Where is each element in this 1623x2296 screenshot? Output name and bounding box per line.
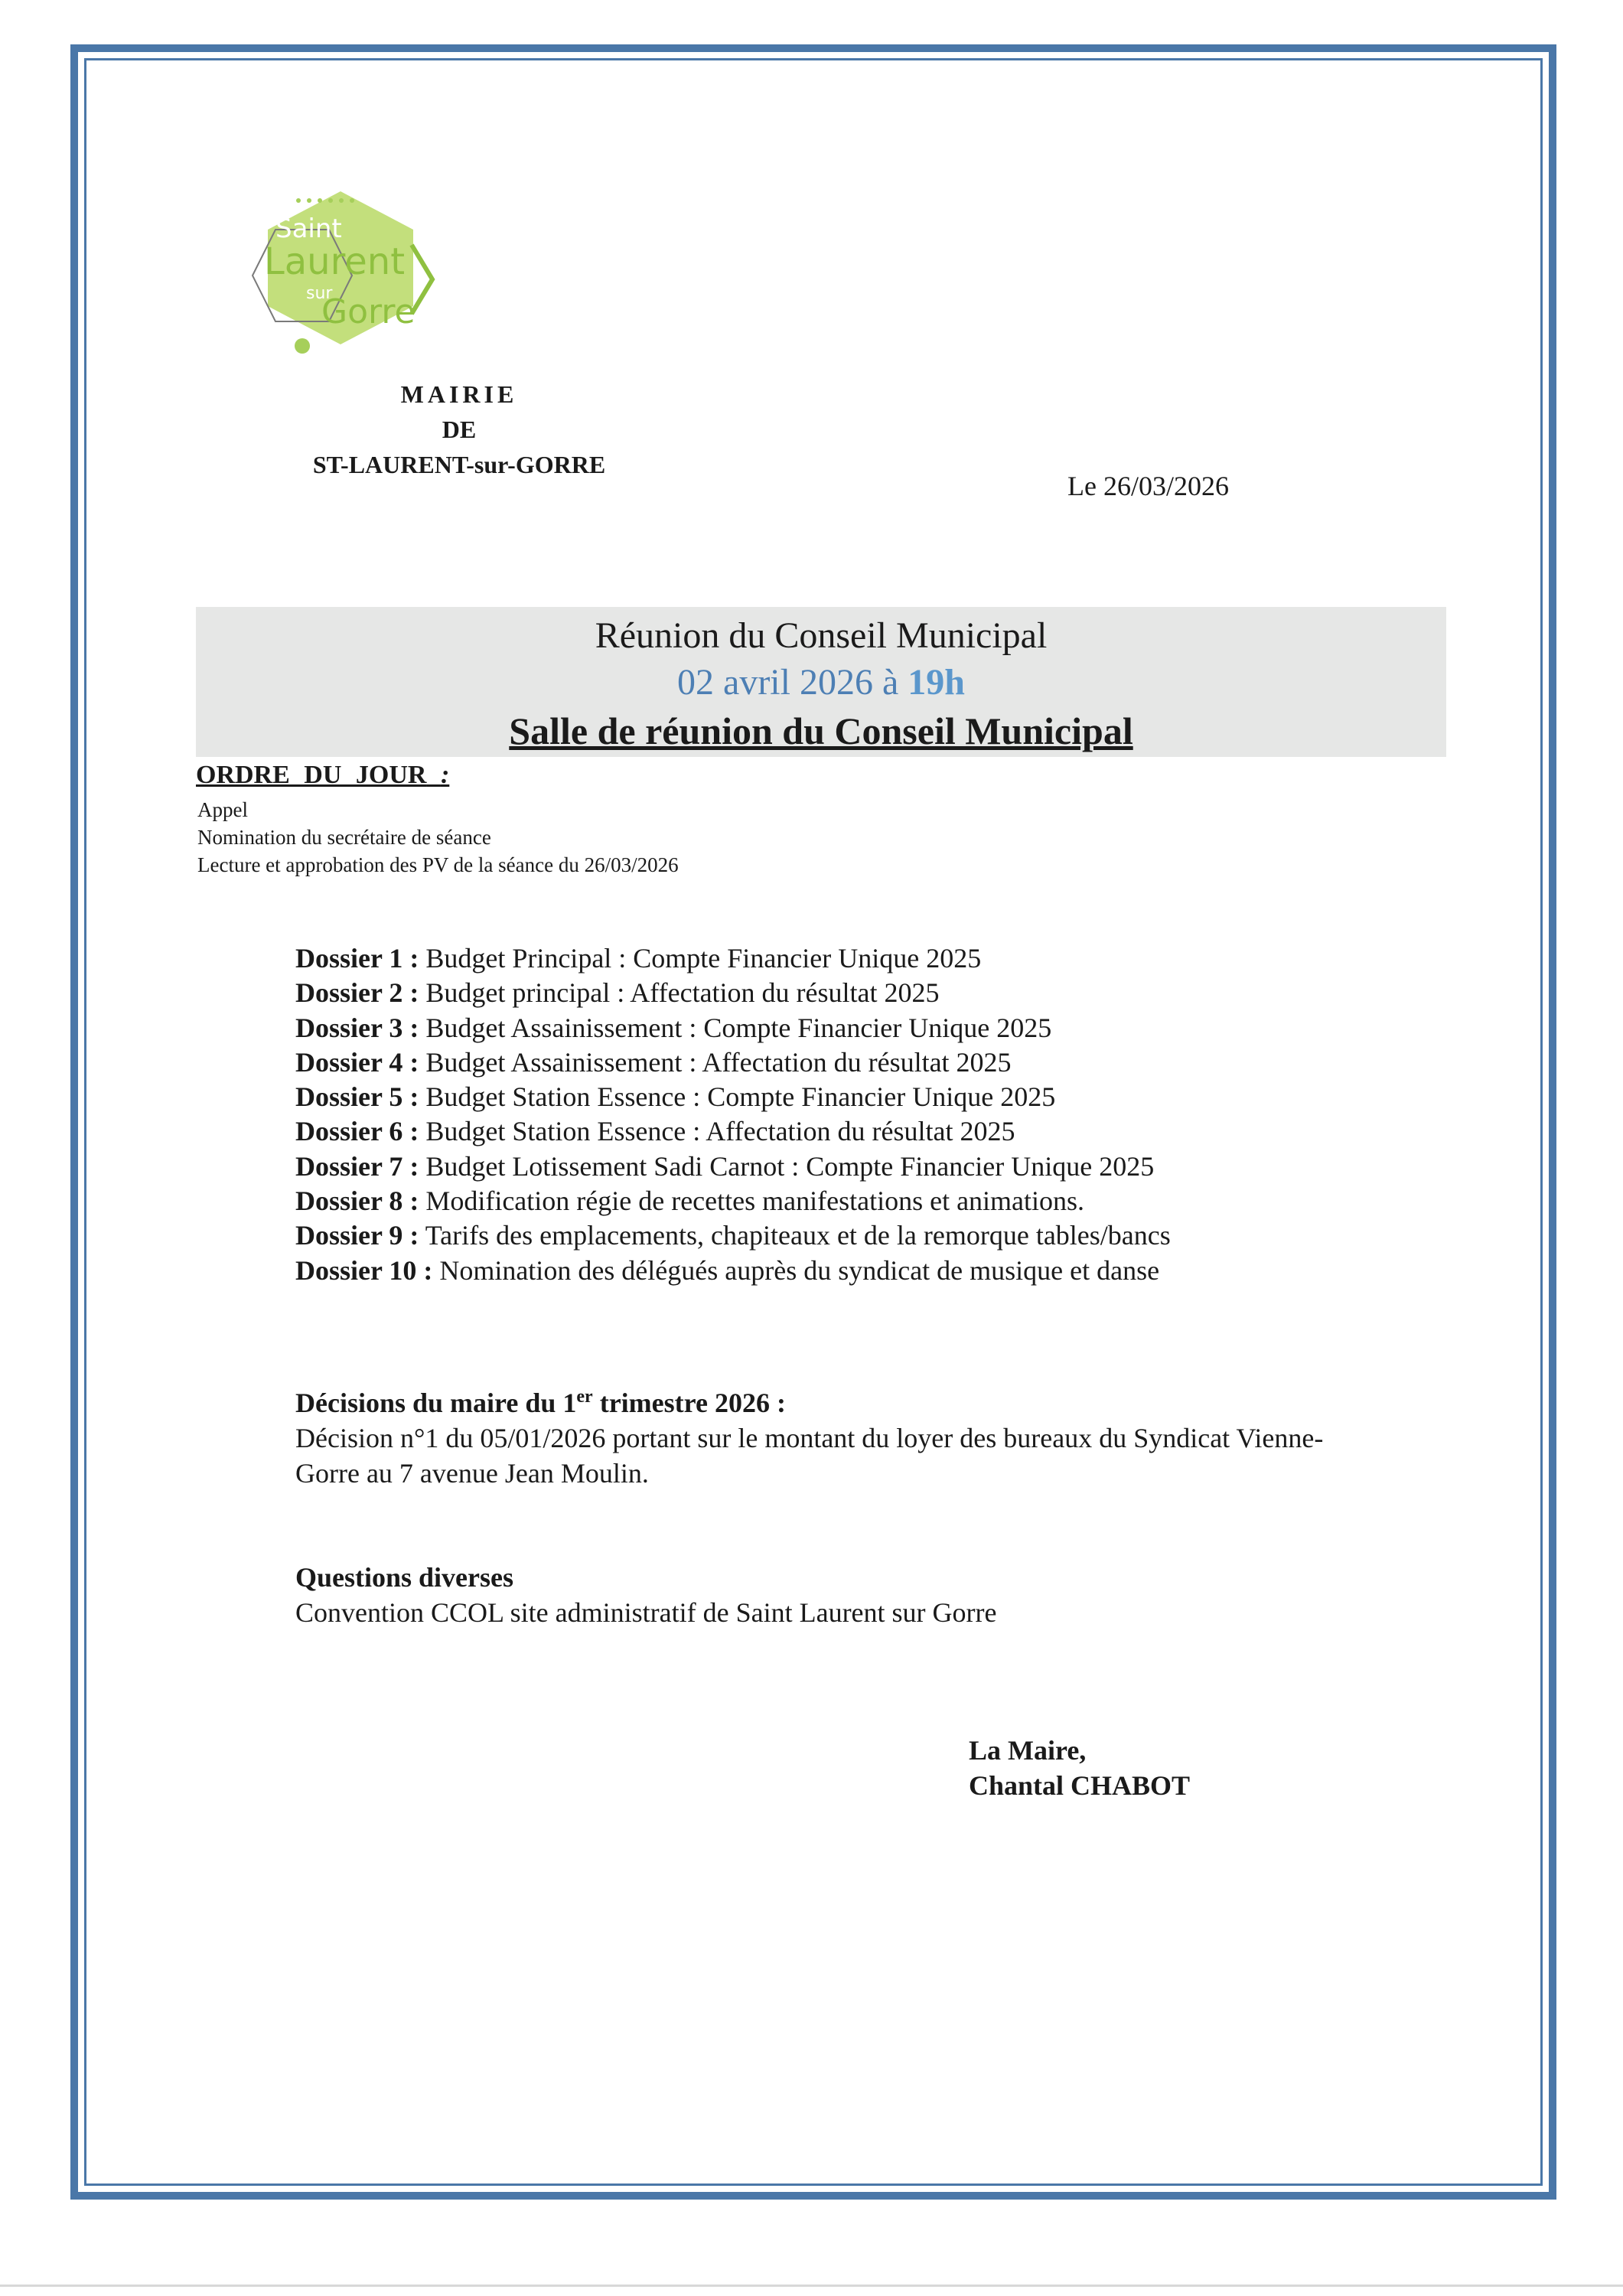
dossier-number: Dossier 1 : xyxy=(295,943,419,974)
dossier-number: Dossier 10 : xyxy=(295,1254,433,1286)
dossier-item xyxy=(295,1114,1171,1149)
dossier-number: Dossier 9 : xyxy=(295,1220,419,1251)
dossier-text: Tarifs des emplacements, chapiteaux et de la remorque tables/bancs xyxy=(425,1220,1171,1251)
dossier-number: Dossier 2 : xyxy=(295,977,419,1009)
dossier-item xyxy=(295,1218,1171,1253)
meeting-location: Salle de réunion du Conseil Municipal xyxy=(509,709,1133,752)
dossier-text: Budget Assainissement : Affectation du résultat 2025 xyxy=(425,1046,1012,1078)
dossier-text: Budget Assainissement : Compte Financier Unique 2025 xyxy=(425,1012,1052,1043)
questions-text: Convention CCOL site administratif de Saint Laurent sur Gorre xyxy=(295,1597,997,1628)
dossier-item xyxy=(295,1011,1171,1045)
mairie-header xyxy=(283,377,635,482)
dossier-item xyxy=(295,1254,1171,1288)
logo-text-laurent: Laurent xyxy=(264,240,406,283)
dossier-item xyxy=(295,1080,1171,1114)
signature-block xyxy=(969,1733,1190,1803)
logo-text-gorre: Gorre xyxy=(321,292,416,331)
decisions-heading-sup: er xyxy=(576,1387,593,1407)
questions-heading: Questions diverses xyxy=(295,1562,514,1593)
town-logo xyxy=(222,184,444,367)
dossier-text: Modification régie de recettes manifestations et animations. xyxy=(425,1186,1085,1217)
logo-text-sur: sur xyxy=(306,284,333,303)
town-logo-graphic xyxy=(222,184,444,367)
agenda-heading xyxy=(196,761,449,790)
mayor-decisions xyxy=(295,1385,1443,1491)
dossier-text: Nomination des délégués auprès du syndicat de musique et danse xyxy=(439,1254,1160,1286)
dossier-text: Budget Principal : Compte Financier Unique 2025 xyxy=(425,943,982,974)
decisions-heading-pre: Décisions du maire du 1 xyxy=(295,1388,577,1418)
scan-edge-line xyxy=(0,2285,1623,2287)
dossier-text: Budget Station Essence : Compte Financier Unique 2025 xyxy=(425,1081,1056,1113)
misc-questions xyxy=(295,1560,997,1630)
preliminary-item: Lecture et approbation des PV de la séance du 26/03/2026 xyxy=(197,853,679,876)
preliminary-item: Appel xyxy=(197,798,248,821)
logo-dot xyxy=(295,338,310,354)
decision-line: Gorre au 7 avenue Jean Moulin. xyxy=(295,1458,649,1489)
dossier-number: Dossier 8 : xyxy=(295,1186,419,1217)
dossier-number: Dossier 7 : xyxy=(295,1150,419,1182)
signature-title: La Maire, xyxy=(969,1735,1087,1766)
meeting-title: Réunion du Conseil Municipal xyxy=(595,615,1048,656)
dossier-item xyxy=(295,976,1171,1010)
preliminary-item: Nomination du secrétaire de séance xyxy=(197,826,491,849)
dossier-text: Budget Lotissement Sadi Carnot : Compte Financier Unique 2025 xyxy=(425,1150,1155,1182)
meeting-title-block xyxy=(196,607,1446,755)
dossier-number: Dossier 6 : xyxy=(295,1116,419,1147)
meeting-date-text: 02 avril 2026 à xyxy=(677,662,899,703)
mairie-line: MAIRIE xyxy=(400,380,518,408)
dossier-number: Dossier 5 : xyxy=(295,1081,419,1113)
dossier-item xyxy=(295,941,1171,976)
preliminary-items xyxy=(197,796,679,879)
dossier-text: Budget principal : Affectation du résultat 2025 xyxy=(425,977,940,1009)
decisions-heading xyxy=(295,1385,1443,1420)
decision-line: Décision n°1 du 05/01/2026 portant sur le montant du loyer des bureaux du Syndicat Vienne- xyxy=(295,1423,1324,1453)
dossier-item xyxy=(295,1150,1171,1184)
meeting-hour: 19h xyxy=(908,662,965,703)
document-date: Le 26/03/2026 xyxy=(1067,471,1229,501)
dossier-number: Dossier 4 : xyxy=(295,1046,419,1078)
meeting-date xyxy=(196,659,1446,706)
mairie-de-line: DE xyxy=(442,416,477,443)
agenda-heading-text: ORDRE DU JOUR xyxy=(196,761,427,789)
mairie-town-line: ST-LAURENT-sur-GORRE xyxy=(312,451,606,478)
decisions-heading-post: trimestre 2026 : xyxy=(592,1388,786,1418)
signature-name: Chantal CHABOT xyxy=(969,1770,1191,1801)
dossier-number: Dossier 3 : xyxy=(295,1012,419,1043)
dossier-list xyxy=(295,941,1171,1288)
logo-text-saint: Saint xyxy=(275,214,342,244)
agenda-heading-colon: : xyxy=(440,761,450,789)
dossier-text: Budget Station Essence : Affectation du résultat 2025 xyxy=(425,1116,1015,1147)
dossier-item xyxy=(295,1045,1171,1080)
dossier-item xyxy=(295,1184,1171,1218)
